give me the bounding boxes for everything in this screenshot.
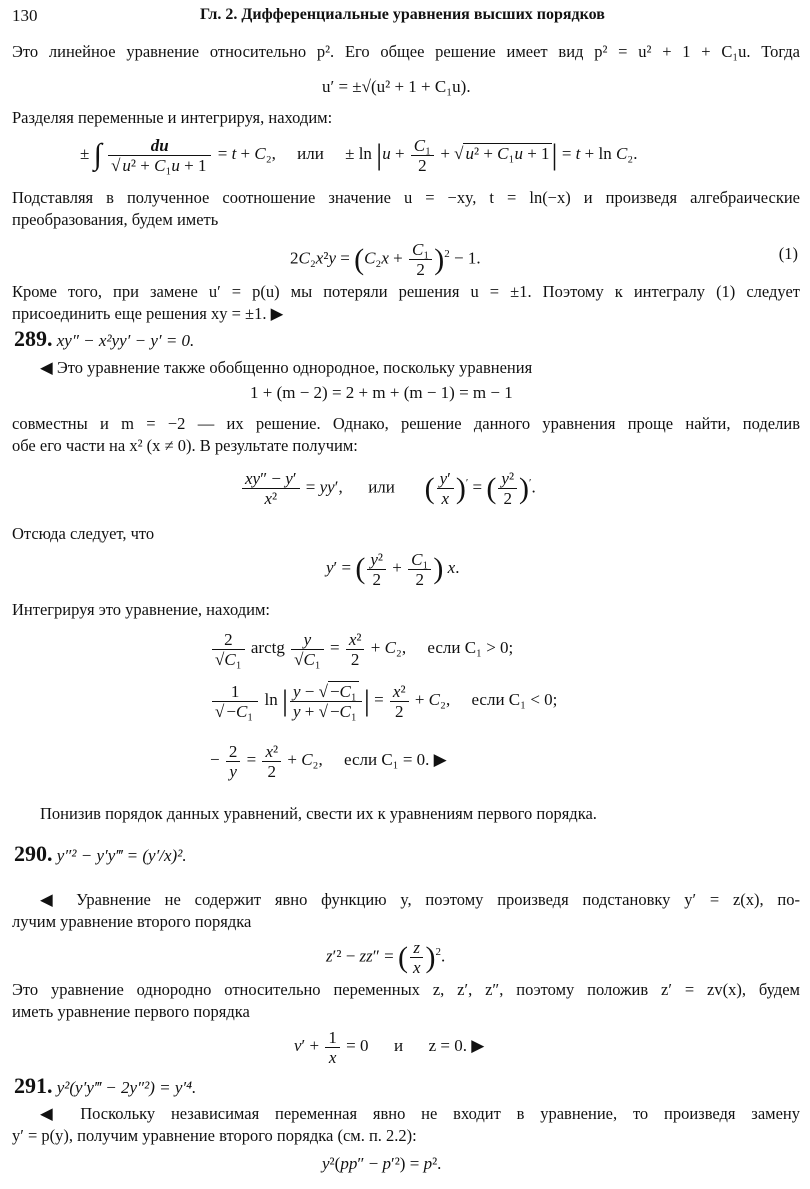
page-number: 130	[12, 6, 38, 25]
text-line: ◀ Это уравнение также обобщенно однородное, поскольку уравнения	[40, 358, 533, 377]
text-line: обе его части на x² (x ≠ 0). В результате получим:	[12, 436, 358, 455]
problem-equation: y²(y′y‴ − 2y″²) = y′⁴.	[56, 1078, 197, 1097]
text-line: иметь уравнение первого порядка	[12, 1002, 250, 1021]
text-line: Это линейное уравнение относительно p². Его общее решение имеет вид p² = u² + 1 + C₁u. Тогда	[12, 42, 800, 61]
equation-divided: $\frac{xy'' - y'}{\text{x²}}$ = yy′, или ( $\frac{y'}{x}$ )′ = ( $\frac{\text{y²}}{2}$ )′.	[240, 462, 536, 510]
running-header	[12, 6, 798, 30]
problem-equation: y″² − y′y‴ = (y′/x)².	[56, 846, 187, 865]
text-line: совместны и m = −2 — их решение. Однако, решение данного уравнения проще найти, поделив	[12, 414, 800, 433]
equation-first-order: v′ + $\frac{1}{x}$ = 0 и z = 0. ▶	[294, 1027, 485, 1067]
problem-number: 289.	[14, 326, 53, 351]
chapter-title: Гл. 2. Дифференциальные уравнения высших порядков	[200, 6, 605, 23]
solution-case-3: − $\frac{2}{y}$ = $\frac{\text{x²}}{2}$ + C₂, если C₁ = 0. ▶	[210, 741, 447, 781]
text-line: Подставляя в полученное соотношение значение u = −xy, t = ln(−x) и произведя алгебраические	[12, 188, 800, 207]
condition: если C₁ < 0;	[471, 690, 558, 709]
and-word: и	[393, 1036, 404, 1055]
text-line: ◀ Уравнение не содержит явно функцию y, поэтому произведя подстановку y′ = z(x), по-	[40, 890, 800, 909]
equation-right: z = 0. ▶	[428, 1036, 485, 1055]
equation-1: 2C₂x²y = (C₂x + $\frac{\text{C₁}}{2}$ )$^2$ − 1.	[290, 240, 481, 280]
or-word: или	[368, 477, 395, 497]
problem-289	[14, 326, 194, 354]
problem-equation: xy″ − x²yy′ − y′ = 0.	[56, 331, 195, 350]
section-instruction: Понизив порядок данных уравнений, свести их к уравнениям первого порядка.	[40, 804, 597, 823]
equation-u-prime: u′ = ±√(u² + 1 + C₁u).	[322, 77, 471, 96]
or-word: или	[297, 144, 324, 163]
equation-number: (1)	[778, 244, 798, 263]
condition: если C₁ > 0;	[427, 638, 514, 657]
text-line: y′ = p(y), получим уравнение второго порядка (см. п. 2.2):	[12, 1126, 417, 1145]
problem-291	[14, 1072, 196, 1102]
text-line: лучим уравнение второго порядка	[12, 912, 252, 931]
text-line: Разделяя переменные и интегрируя, находим:	[12, 108, 333, 127]
solution-case-2: $\frac{1}{\text{√ −C₁}}$ ln | $\frac{\text{y − √ −C₁}}{\text{y + √ −C₁}}$ | = $\frac{\text{x²}}{2}$ + C₂, если C₁ < 0;	[210, 678, 557, 723]
text-line: присоединить еще решения xy = ±1. ▶	[12, 304, 284, 323]
text-line: Отсюда следует, что	[12, 524, 155, 543]
equation-integral: ± ∫ $\frac{du}{\text{√ u² + C₁u + 1}}$ = t + C₂, или ± ln |u + $\frac{\text{C₁}}{2}$ + √ u² + C₁u + 1| = t + ln C₂.	[80, 135, 638, 175]
equation-y-prime: y′ = ( $\frac{\text{y²}}{2}$ + $\frac{\text{C₁}}{2}$ ) x.	[326, 549, 460, 589]
equation-compat: 1 + (m − 2) = 2 + m + (m − 1) = m − 1	[250, 383, 513, 402]
problem-number: 291.	[14, 1073, 53, 1098]
equation-p: y²(pp″ − p′²) = p².	[322, 1154, 442, 1173]
problem-290	[14, 832, 187, 878]
condition: если C₁ = 0. ▶	[343, 750, 447, 769]
text-line: Интегрируя это уравнение, находим:	[12, 600, 270, 619]
text-line: ◀ Поскольку независимая переменная явно не входит в уравнение, то произведя замену	[40, 1104, 800, 1123]
solution-case-1: $\frac{2}{\text{√C₁}}$ arctg $\frac{y}{\text{√C₁}}$ = $\frac{\text{x²}}{2}$ + C₂, если C₁ > 0;	[210, 626, 513, 670]
problem-number: 290.	[14, 841, 53, 866]
text-line: Кроме того, при замене u′ = p(u) мы потеряли решения u = ±1. Поэтому к интегралу (1) следует	[12, 282, 800, 301]
equation-second-order: z′² − zz″ = ( $\frac{z}{x}$ )$^2$.	[326, 938, 446, 978]
text-line: преобразования, будем иметь	[12, 210, 219, 229]
text-line: Это уравнение однородно относительно переменных z, z′, z″, поэтому положив z′ = zv(x), будем	[12, 980, 800, 999]
